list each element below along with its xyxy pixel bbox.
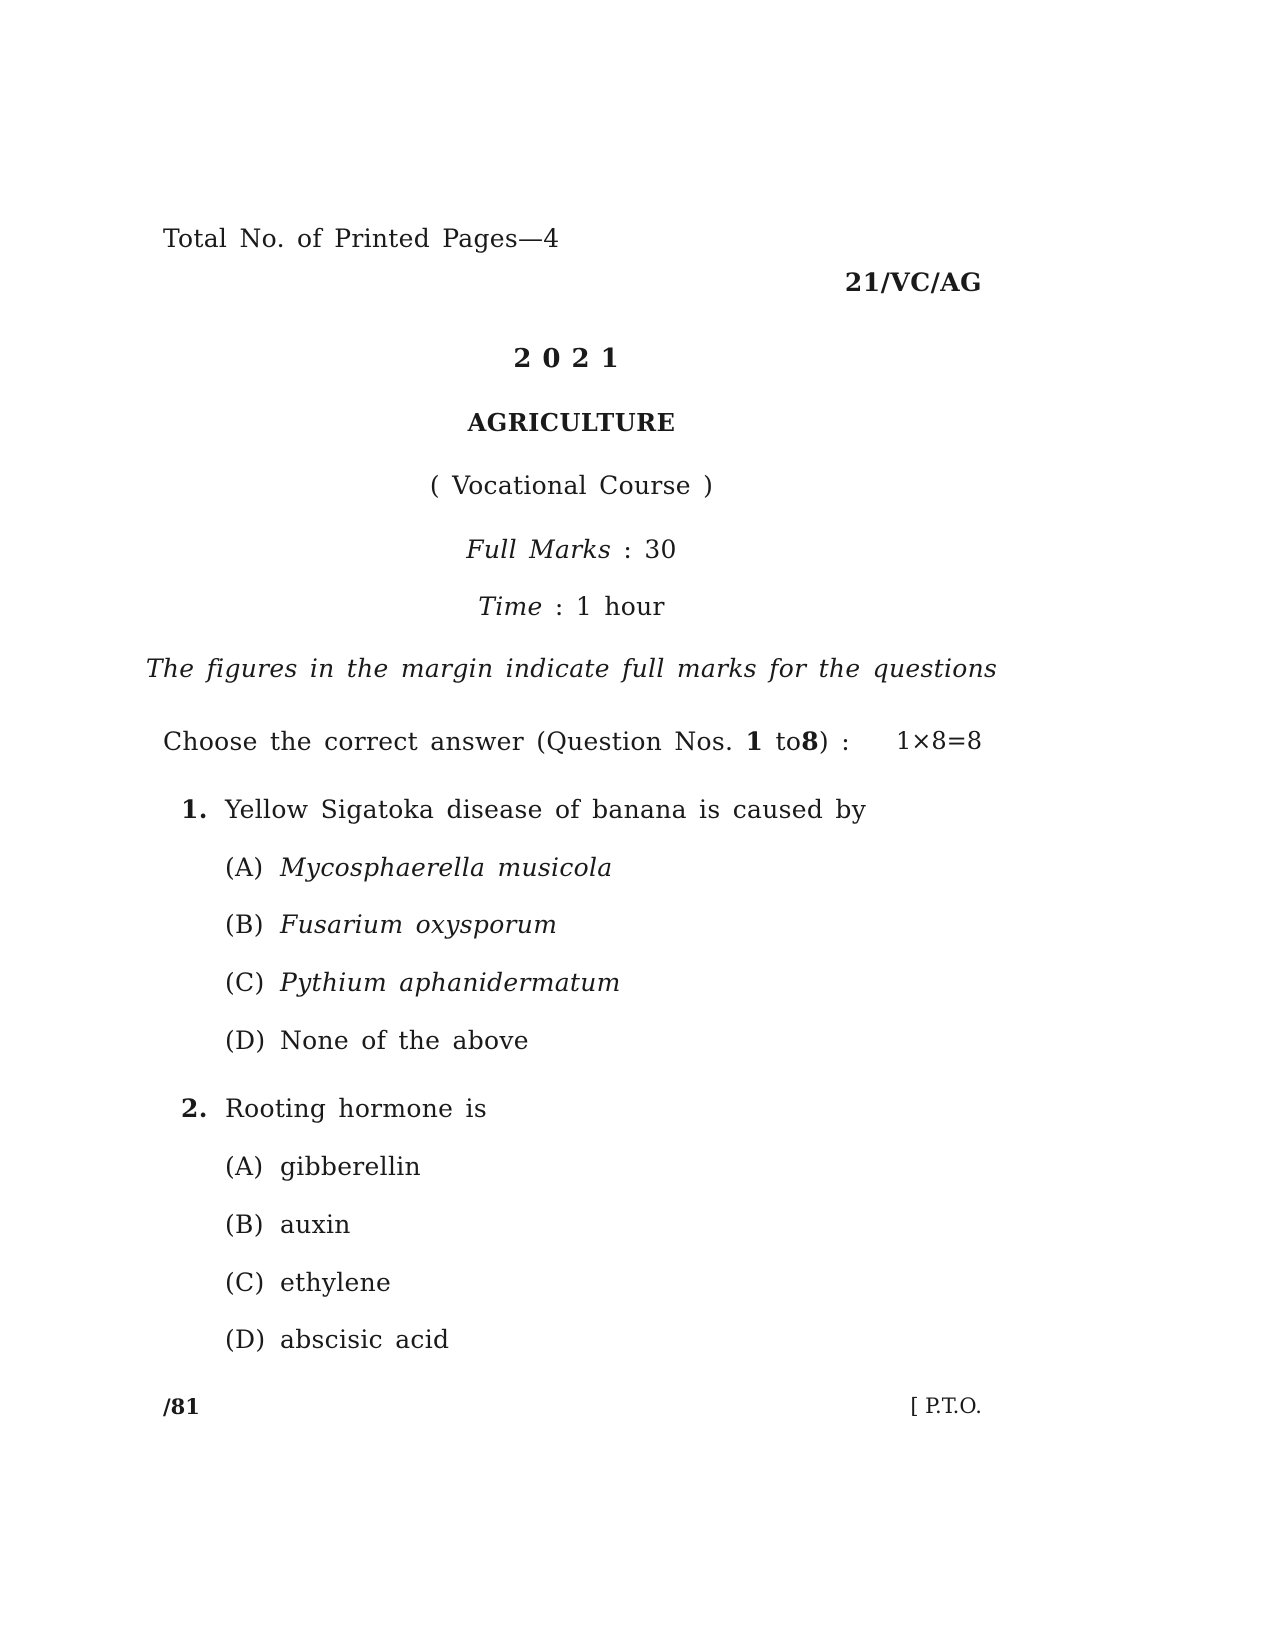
option-1d	[225, 1026, 529, 1055]
option-1c	[225, 968, 621, 997]
full-marks	[0, 535, 1143, 564]
section-marks: 1×8=8	[895, 727, 982, 755]
exam-time	[0, 592, 1143, 621]
choose-to-word: to	[775, 727, 802, 756]
option-2c	[225, 1268, 391, 1297]
option-text: Fusarium oxysporum	[280, 910, 558, 939]
question-1	[181, 795, 866, 824]
option-label: (D)	[225, 1325, 266, 1354]
full-marks-separator: :	[623, 535, 633, 564]
choose-to: 8	[801, 727, 819, 756]
time-value: 1 hour	[575, 592, 665, 621]
time-label: Time	[478, 592, 543, 621]
option-label: (C)	[225, 968, 265, 997]
option-text: auxin	[280, 1210, 351, 1239]
exam-year: 2021	[513, 344, 630, 374]
option-label: (A)	[225, 1152, 264, 1181]
question-2	[181, 1094, 487, 1123]
time-separator: :	[554, 592, 564, 621]
footer-pto: [ P.T.O.	[910, 1394, 982, 1418]
option-2b	[225, 1210, 351, 1239]
option-label: (B)	[225, 1210, 264, 1239]
option-2d	[225, 1325, 449, 1354]
full-marks-value: 30	[644, 535, 677, 564]
paper-code: 21/VC/AG	[844, 268, 982, 297]
course-type: ( Vocational Course )	[429, 471, 714, 500]
total-printed-pages: Total No. of Printed Pages—4	[163, 224, 560, 253]
section-instruction	[163, 727, 850, 756]
full-marks-label: Full Marks	[466, 535, 612, 564]
option-2a	[225, 1152, 421, 1181]
question-number: 2.	[181, 1094, 208, 1123]
option-text: None of the above	[280, 1026, 529, 1055]
option-label: (A)	[225, 853, 264, 882]
option-1a	[225, 853, 612, 882]
question-number: 1.	[181, 795, 208, 824]
choose-from: 1	[745, 727, 764, 756]
choose-prefix: Choose the correct answer (Question Nos.	[163, 727, 734, 756]
option-label: (B)	[225, 910, 264, 939]
question-text: Rooting hormone is	[225, 1094, 487, 1123]
question-text: Yellow Sigatoka disease of banana is caused by	[225, 795, 867, 824]
option-label: (D)	[225, 1026, 266, 1055]
option-text: Pythium aphanidermatum	[280, 968, 621, 997]
choose-suffix: ) :	[818, 727, 850, 756]
option-1b	[225, 910, 557, 939]
option-text: abscisic acid	[280, 1325, 450, 1354]
marks-instruction: The figures in the margin indicate full marks for the questions	[145, 654, 998, 683]
option-text: gibberellin	[280, 1152, 421, 1181]
option-text: Mycosphaerella musicola	[280, 853, 613, 882]
subject-title: AGRICULTURE	[467, 408, 676, 437]
option-text: ethylene	[280, 1268, 392, 1297]
footer-code: /81	[163, 1394, 200, 1419]
option-label: (C)	[225, 1268, 265, 1297]
